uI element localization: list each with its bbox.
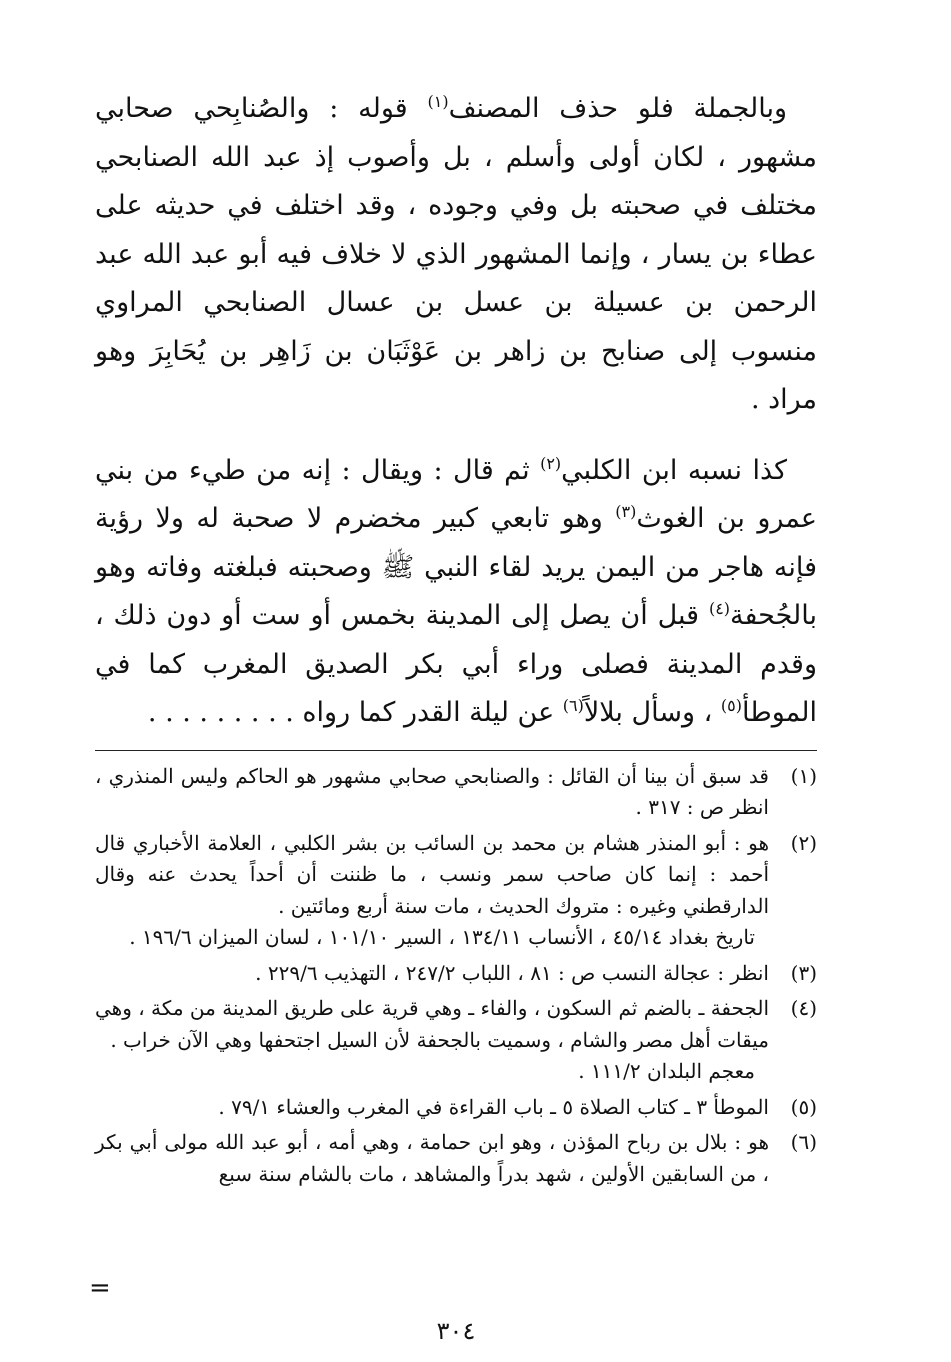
footnotes [95, 761, 817, 1191]
footnote-number: (٥) [790, 1094, 817, 1119]
footnote-text: هو : بلال بن رباح المؤذن ، وهو ابن حمامة ، وهي أمه ، أبو عبد الله مولى أبي بكر ، من السابقين الأولين ، شهد بدراً والمشاهد ، مات بالشام سنة سبع [95, 1130, 769, 1186]
footnote-3 [95, 958, 817, 990]
paragraph-2-part-e: ، وسأل بلالاً [583, 697, 721, 728]
paragraph-1 [95, 85, 817, 425]
paragraph-2-part-c: وهو تابعي كبير مخضرم لا صحبة له ولا رؤية فإنه هاجر من اليمن يريد لقاء النبي ﷺ وصحبته فبلغته وفاته وهو بالجُحفة [95, 503, 817, 631]
footnote-text: الموطأ ٣ ـ كتاب الصلاة ٥ ـ باب القراءة في المغرب والعشاء ٧٩/١ . [218, 1094, 769, 1119]
footnote-ref-5[interactable]: (٥) [720, 696, 742, 715]
paragraph-2 [95, 447, 817, 738]
paragraph-2-part-f: عن ليلة القدر كما رواه . . . . . . . . . [147, 697, 563, 728]
paragraph-2-part-a: كذا نسبه ابن الكلبي [561, 454, 787, 486]
footnote-5 [95, 1092, 817, 1124]
footnote-4 [95, 993, 817, 1088]
paragraph-1-part-a: وبالجملة فلو حذف المصنف [448, 93, 787, 124]
main-text [95, 85, 817, 738]
document-page [89, 85, 817, 1345]
footnote-text: الجحفة ـ بالضم ثم السكون ، والفاء ـ وهي قرية على طريق المدينة من مكة ، وهي ميقات أهل مصر والشام ، وسميت بالجحفة لأن السيل اجتحفها وهي الآن خراب . [95, 996, 769, 1052]
footnote-ref-2[interactable]: (٢) [540, 453, 562, 473]
footnote-number: (٤) [790, 996, 817, 1020]
footnote-ref-3[interactable]: (٣) [615, 502, 637, 521]
continuation-mark: = [89, 1273, 111, 1303]
footnote-source: تاريخ بغداد ٤٥/١٤ ، الأنساب ١٣٤/١١ ، السير ١٠١/١٠ ، لسان الميزان ١٩٦/٦ . [129, 925, 755, 949]
footnote-1 [95, 761, 817, 824]
footnote-number: (٢) [790, 830, 817, 855]
footnote-number: (٣) [790, 960, 817, 985]
paragraph-2-part-b: ثم قال : ويقال : إنه من طيء من بني عمرو بن الغوث [95, 454, 817, 534]
footnote-ref-6[interactable]: (٦) [562, 696, 584, 715]
footnote-text: هو : أبو المنذر هشام بن محمد بن السائب بن بشر الكلبي ، العلامة الأخباري قال أحمد : إنما كان صاحب سمر ونسب ، ما ظننت أن أحداً يحدث عنه وقال الدارقطني وغيره : متروك الحديث ، مات سنة أربع ومائتين . [95, 830, 769, 918]
footnote-6 [95, 1127, 817, 1190]
footnote-ref-1[interactable]: (١) [427, 92, 449, 111]
footnote-number: (٦) [790, 1130, 817, 1154]
footnote-2 [95, 828, 817, 954]
footnote-number: (١) [790, 763, 817, 788]
footnote-source: معجم البلدان ١١١/٢ . [578, 1059, 755, 1083]
footnote-text: قد سبق أن بينا أن القائل : والصنابحي صحابي مشهور هو الحاكم وليس المنذري ، انظر ص : ٣١٧ . [95, 763, 769, 819]
page-number: ٣٠٤ [436, 1317, 476, 1345]
paragraph-2-part-d: قبل أن يصل إلى المدينة بخمس أو ست أو دون ذلك ، وقدم المدينة فصلى وراء أبي بكر الصديق المغرب كما في الموطأ [95, 600, 817, 728]
footnote-text: انظر : عجالة النسب ص : ٨١ ، اللباب ٢٤٧/٢ ، التهذيب ٢٢٩/٦ . [255, 960, 769, 985]
paragraph-1-part-b: قوله : والصُنابِحي صحابي مشهور ، لكان أولى وأسلم ، بل وأصوب إذ عبد الله الصنابحي مختلف في صحبته بل وفي وجوده ، وقد اختلف في حديثه على عطاء بن يسار ، وإنما المشهور الذي لا خلاف فيه أبو عبد الله عبد الرحمن بن عسيلة بن عسل بن عسال الصنابحي المراوي منسوب إلى صنابح بن زاهر بن عَوْثَبَان بن زَاهِر بن يُحَابِرَ وهو مراد . [95, 93, 817, 415]
footnote-divider [95, 750, 817, 751]
footnote-ref-4[interactable]: (٤) [708, 599, 731, 618]
